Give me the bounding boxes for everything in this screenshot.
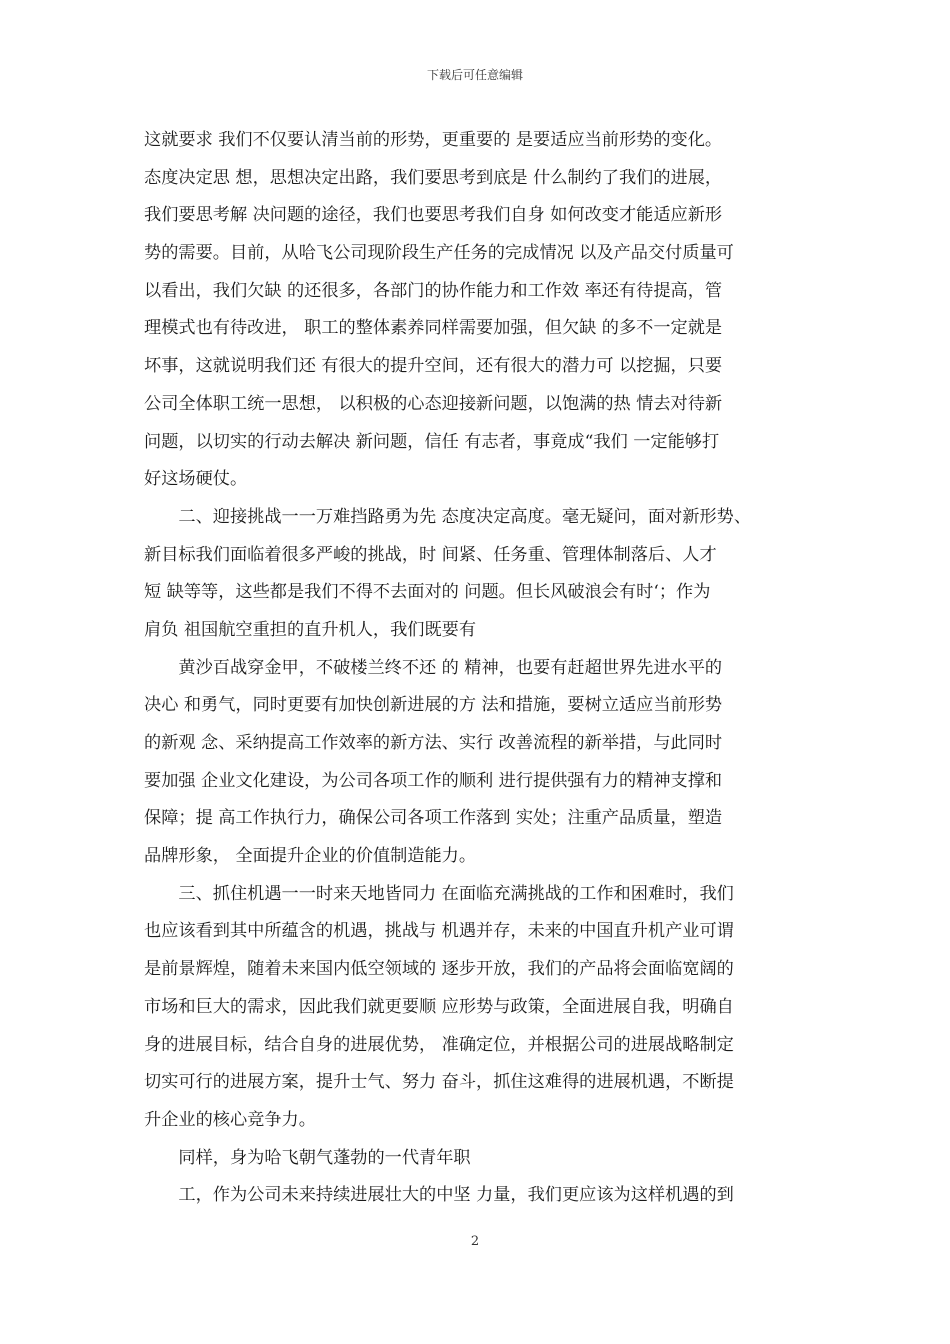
text-line: 的新观 念、采纳提高工作效率的新方法、实行 改善流程的新举措，与此同时 [144,733,723,753]
text-line: 身的进展目标，结合自身的进展优势， 准确定位，并根据公司的进展战略制定 [144,1034,734,1055]
text-line: 同样，身为哈飞朝气蓬勃的一代青年职 [144,1147,471,1168]
text-line: 肩负 祖国航空重担的直升机人，我们既要有 [144,619,477,640]
text-line: 工，作为公司未来持续进展壮大的中坚 力量，我们更应该为这样机遇的到 [144,1185,734,1206]
text-line: 理模式也有待改进， 职工的整体素养同样需要加强，但欠缺 的多不一定就是 [144,318,723,339]
text-line: 这就要求 我们不仅要认清当前的形势，更重要的 是要适应当前形势的变化。 [144,130,723,150]
text-line: 二、迎接挑战一一万难挡路勇为先 态度决定高度。毫无疑问，面对新形势、 [144,506,752,527]
text-line: 公司全体职工统一思想， 以积极的心态迎接新问题，以饱满的热 情去对待新 [144,393,723,414]
text-line: 是前景辉煌，随着未来国内低空领域的 逐步开放，我们的产品将会面临宽阔的 [144,959,734,980]
page-header: 下载后可任意编辑 [426,68,523,82]
text-line: 也应该看到其中所蕴含的机遇，挑战与 机遇并存，未来的中国直升机产业可谓 [144,921,734,942]
text-line: 三、抓住机遇一一时来天地皆同力 在面临充满挑战的工作和困难时，我们 [144,883,734,904]
document-body [144,122,809,1215]
text-line: 短 缺等等，这些都是我们不得不去面对的 问题。但长风破浪会有时‘；作为 [144,582,711,603]
text-line: 升企业的核心竞争力。 [144,1109,316,1130]
text-line: 好这场硬仗。 [144,469,248,490]
text-line: 黄沙百战穿金甲，不破楼兰终不还 的 精神，也要有赶超世界先进水平的 [144,657,723,678]
page-number: 2 [470,1234,480,1249]
text-line: 我们要思考解 决问题的途径，我们也要思考我们自身 如何改变才能适应新形 [144,205,723,226]
text-line: 品牌形象， 全面提升企业的价值制造能力。 [144,846,477,867]
text-line: 势的需要。目前，从哈飞公司现阶段生产任务的完成情况 以及产品交付质量可 [144,243,734,264]
text-line: 市场和巨大的需求，因此我们就更要顺 应形势与政策，全面进展自我，明确自 [144,996,734,1017]
text-line: 要加强 企业文化建设，为公司各项工作的顺利 进行提供强有力的精神支撑和 [144,770,723,791]
text-line: 以看出，我们欠缺 的还很多，各部门的协作能力和工作效 率还有待提高，管 [144,280,723,301]
text-line: 问题，以切实的行动去解决 新问题，信任 有志者，事竟成“我们 一定能够打 [144,431,720,452]
text-line: 决心 和勇气，同时更要有加快创新进展的方 法和措施，要树立适应当前形势 [144,695,723,716]
text-line: 保障；提 高工作执行力，确保公司各项工作落到 实处；注重产品质量，塑造 [144,808,723,829]
text-line: 切实可行的进展方案，提升士气、努力 奋斗，抓住这难得的进展机遇，不断提 [144,1072,734,1093]
text-line: 坏事，这就说明我们还 有很大的提升空间，还有很大的潜力可 以挖掘，只要 [144,356,723,377]
text-line: 态度决定思 想，思想决定出路，我们要思考到底是 什么制约了我们的进展， [144,167,723,188]
text-line: 新目标我们面临着很多严峻的挑战，时 间紧、任务重、管理体制落后、人才 [144,544,717,565]
